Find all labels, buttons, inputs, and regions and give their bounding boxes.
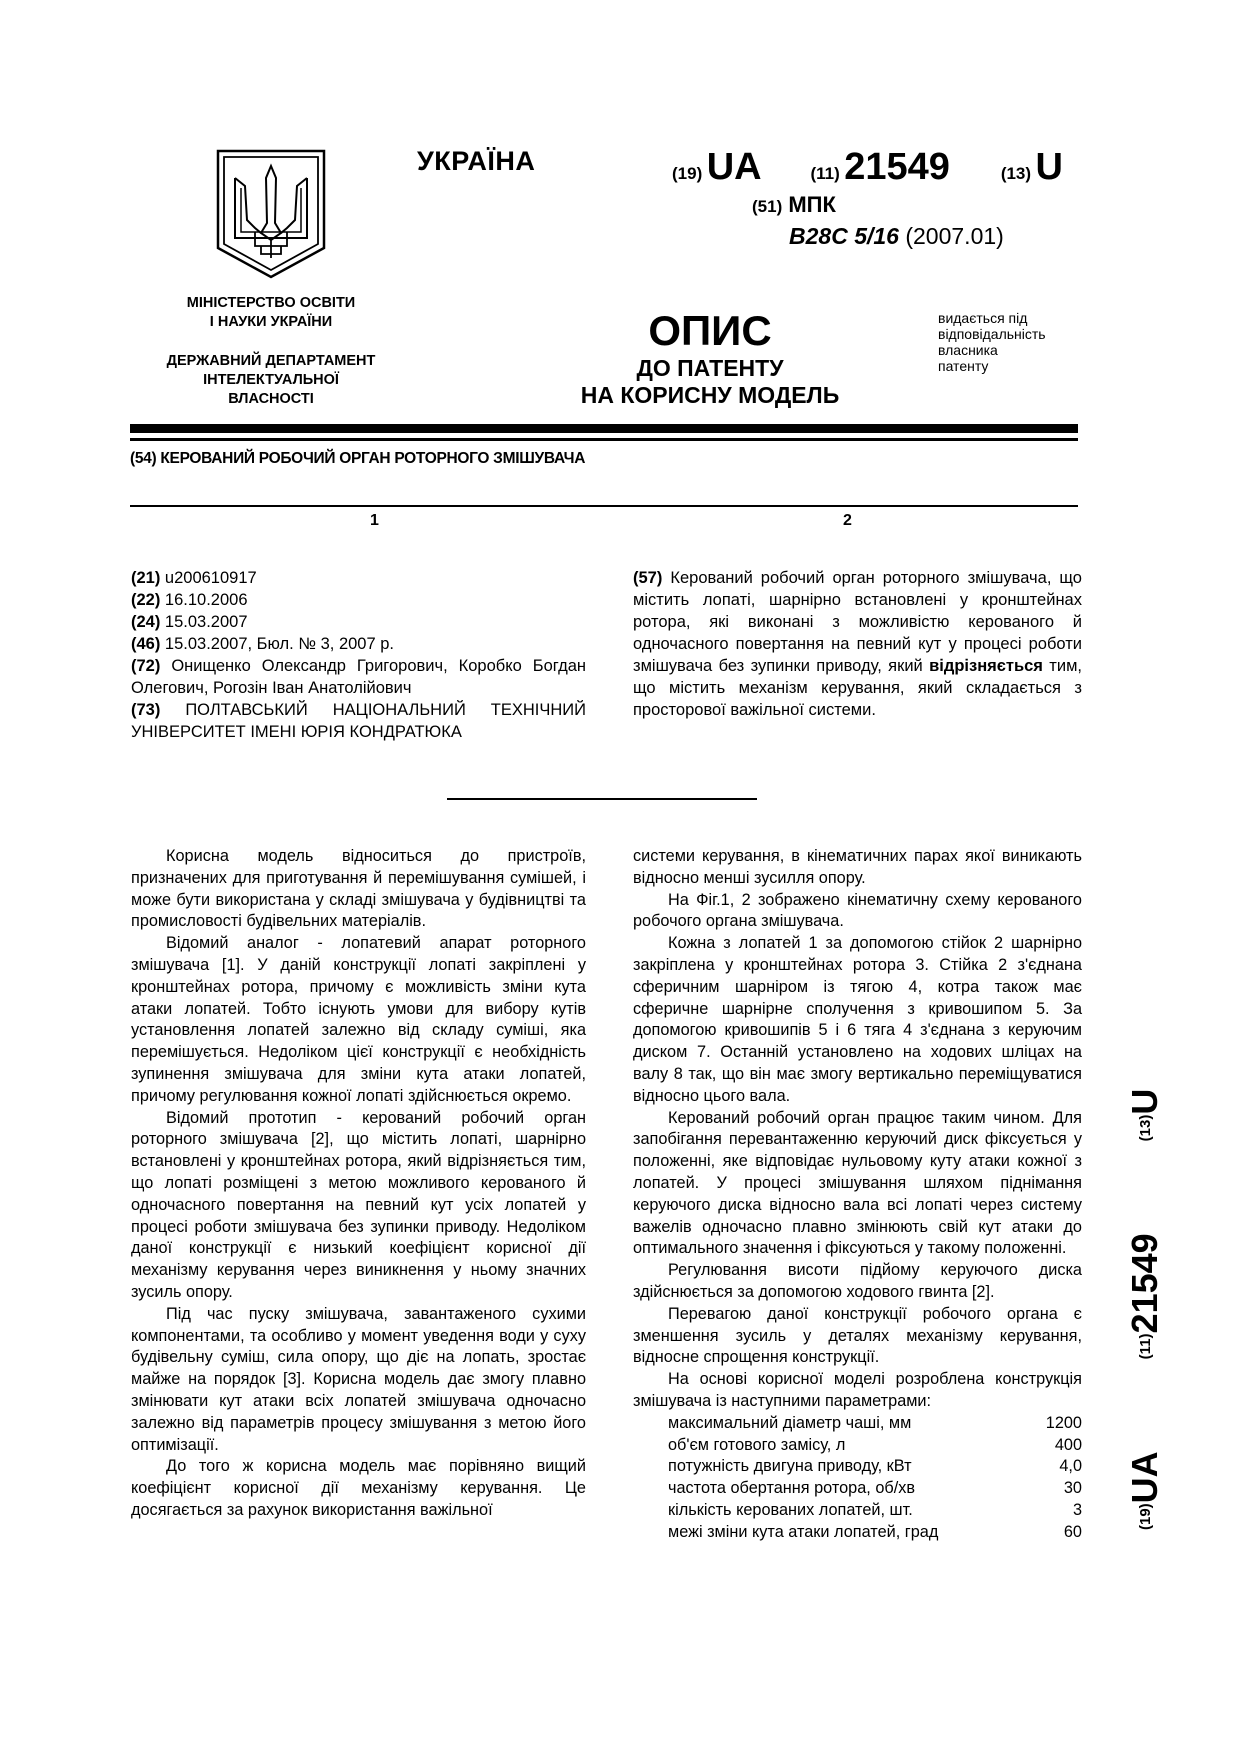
paragraph: Керований робочий орган працює таким чином. Для запобігання перевантаженню керуючий диск фіксується у положенні, яке відповідає нульовому куту атаки кожної з лопатей. У процесі змішування шляхом піднімання керуючого диска відносно вала всі лопаті через систему важелів одночасно плавно змінюють свій кут атаки до оптимального значення і фіксуються у такому положенні. bbox=[633, 1108, 1082, 1258]
column-number-2: 2 bbox=[843, 512, 852, 529]
parameter-row: частота обертання ротора, об/хв 30 bbox=[668, 1479, 1082, 1498]
biblio-72-inventors: (72) Онищенко Олександр Григорович, Коробко Богдан Олегович, Рогозін Іван Анатолійович bbox=[131, 657, 586, 697]
code-19-label: (19) bbox=[672, 164, 703, 183]
paragraph: На основі корисної моделі розроблена конструкція змішувача із наступними параметрами: bbox=[633, 1370, 1082, 1410]
column-number-1: 1 bbox=[370, 512, 379, 529]
bibliographic-data bbox=[131, 567, 586, 743]
parameter-row: межі зміни кута атаки лопатей, град 60 bbox=[668, 1522, 1082, 1541]
biblio-46: (46) 15.03.2007, Бюл. № 3, 2007 р. bbox=[131, 635, 394, 653]
description-column-left bbox=[131, 846, 586, 1522]
department-name: ДЕРЖАВНИЙ ДЕПАРТАМЕНТ ІНТЕЛЕКТУАЛЬНОЇ ВЛАСНОСТІ bbox=[166, 353, 376, 407]
paragraph: Відомий аналог - лопатевий апарат роторного змішувача [1]. У даній конструкції лопаті закріплені у кронштейнах ротора, причому є можливість зміни кута атаки лопатей. Тобто існують умови для вибору кутів установлення лопатей залежно від складу суміші, яка перемішується. Недоліком цієї конструкції є необхідність зупинення змішувача для зміни кута атаки лопатей, причому регулювання кожної лопаті здійснюється окремо. bbox=[131, 934, 586, 1105]
paragraph: Відомий прототип - керований робочий орган роторного змішувача [2], що містить лопаті, шарнірно встановлені у кронштейнах ротора, який відрізняється тим, що лопаті розміщені з метою можливого керованого й одночасного повертання на певний кут усіх лопатей у процесі роботи змішувача без зупинки приводу. Недоліком даної конструкції є низький коефіцієнт корисної дії механізму керування через виникнення у ньому значних зусиль опору. bbox=[131, 1108, 586, 1301]
section-divider bbox=[447, 798, 757, 800]
parameter-row: кількість керованих лопатей, шт. 3 bbox=[668, 1500, 1082, 1519]
parameter-row: максимальний діаметр чаші, мм 1200 bbox=[668, 1413, 1082, 1432]
document-kind: U bbox=[1035, 146, 1063, 188]
document-title: ОПИС bbox=[648, 307, 772, 354]
ipc-heading bbox=[752, 192, 836, 218]
ministry-name: МІНІСТЕРСТВО ОСВІТИ І НАУКИ УКРАЇНИ bbox=[186, 295, 356, 330]
paragraph: Регулювання висоти підйому керуючого диска здійснюється за допомогою ходового гвинта [2]. bbox=[633, 1261, 1082, 1301]
column-divider bbox=[130, 505, 1078, 507]
header-divider-thick bbox=[130, 424, 1078, 433]
side-patent-code: (19) UA (11) 21549 (13) U bbox=[1124, 1088, 1165, 1530]
paragraph: Корисна модель відноситься до пристроїв, призначених для приготування й перемішування сумішей, і може бути використана у складі змішувача у будівництві та промисловості будівельних матеріалів. bbox=[131, 847, 586, 931]
patent-codes bbox=[672, 148, 1063, 186]
parameter-row: потужність двигуна приводу, кВт 4,0 bbox=[668, 1457, 1082, 1476]
country-code: UA bbox=[706, 146, 762, 188]
biblio-21: (21) u200610917 bbox=[131, 569, 257, 587]
parameters-table bbox=[668, 1413, 1082, 1544]
code-51-label: (51) bbox=[752, 197, 783, 216]
patent-number: 21549 bbox=[844, 146, 950, 188]
header-divider-thin bbox=[130, 438, 1078, 441]
mpk-label: МПК bbox=[788, 192, 836, 217]
country-name: УКРАЇНА bbox=[417, 146, 536, 176]
responsibility-note: видається під відповідальність власника патенту bbox=[938, 310, 1046, 374]
paragraph: Під час пуску змішувача, завантаженого сухими компонентами, та особливо у момент уведення води у суху будівельну суміш, сила опору, що діє на лопать, зростає майже на порядок [3]. Корисна модель дає змогу плавно змінювати кут атаки всіх лопатей змішувача одночасно залежно від параметрів процесу змішування з метою його оптимізації. bbox=[131, 1304, 586, 1454]
ipc-class: B28C 5/16 bbox=[789, 223, 899, 249]
biblio-24: (24) 15.03.2007 bbox=[131, 613, 248, 631]
code-11-label: (11) bbox=[810, 164, 840, 183]
biblio-22: (22) 16.10.2006 bbox=[131, 591, 248, 609]
paragraph: Кожна з лопатей 1 за допомогою стійок 2 шарнірно закріплена у кронштейнах ротора 3. Стійка 2 з'єднана сферичним шарніром із тягою 4, котра також має сферичне шарнірне сполучення з кривошипом 5. За допомогою кривошипів 5 і 6 тяга 4 з'єднана з керуючим диском 7. Останній установлено на ходових шліцах на валу 8 так, що він має змогу вертикально переміщуватися відносно цього вала. bbox=[633, 934, 1082, 1105]
ipc-version: (2007.01) bbox=[905, 223, 1004, 249]
description-column-right bbox=[633, 846, 1082, 1544]
invention-title: (54) КЕРОВАНИЙ РОБОЧИЙ ОРГАН РОТОРНОГО ЗМІШУВАЧА bbox=[130, 450, 586, 467]
paragraph: На Фіг.1, 2 зображено кінематичну схему керованого робочого органа змішувача. bbox=[633, 890, 1082, 931]
claim-abstract: (57) Керований робочий орган роторного змішувача, що містить лопаті, шарнірно встановлені у кронштейнах ротора, які виконані з можливістю керованого й одночасного повертання на певний кут у процесі роботи змішувача без зупинки приводу, який відрізняється тим, що містить механізм керування, який складається з просторової важільної системи. bbox=[633, 569, 1082, 719]
code-13-label: (13) bbox=[1000, 164, 1032, 183]
trident-icon bbox=[215, 148, 327, 280]
document-subtitle: ДО ПАТЕНТУ НА КОРИСНУ МОДЕЛЬ bbox=[580, 355, 840, 408]
coat-of-arms-emblem bbox=[215, 148, 327, 280]
biblio-73-owner: (73) ПОЛТАВСЬКИЙ НАЦІОНАЛЬНИЙ ТЕХНІЧНИЙ УНІВЕРСИТЕТ ІМЕНІ ЮРІЯ КОНДРАТЮКА bbox=[131, 701, 586, 741]
paragraph: Перевагою даної конструкції робочого органа є зменшення зусиль у деталях механізму керування, відносне спрощення конструкції. bbox=[633, 1304, 1082, 1367]
ipc-classification bbox=[789, 223, 1004, 250]
paragraph-continuation: системи керування, в кінематичних парах якої виникають відносно менші зусилля опору. bbox=[633, 847, 1082, 887]
paragraph: До того ж корисна модель має порівняно вищий коефіцієнт корисної дії механізму керування. Це досягається за рахунок використання важільної bbox=[131, 1457, 586, 1519]
parameter-row: об'єм готового замісу, л 400 bbox=[668, 1435, 1082, 1454]
